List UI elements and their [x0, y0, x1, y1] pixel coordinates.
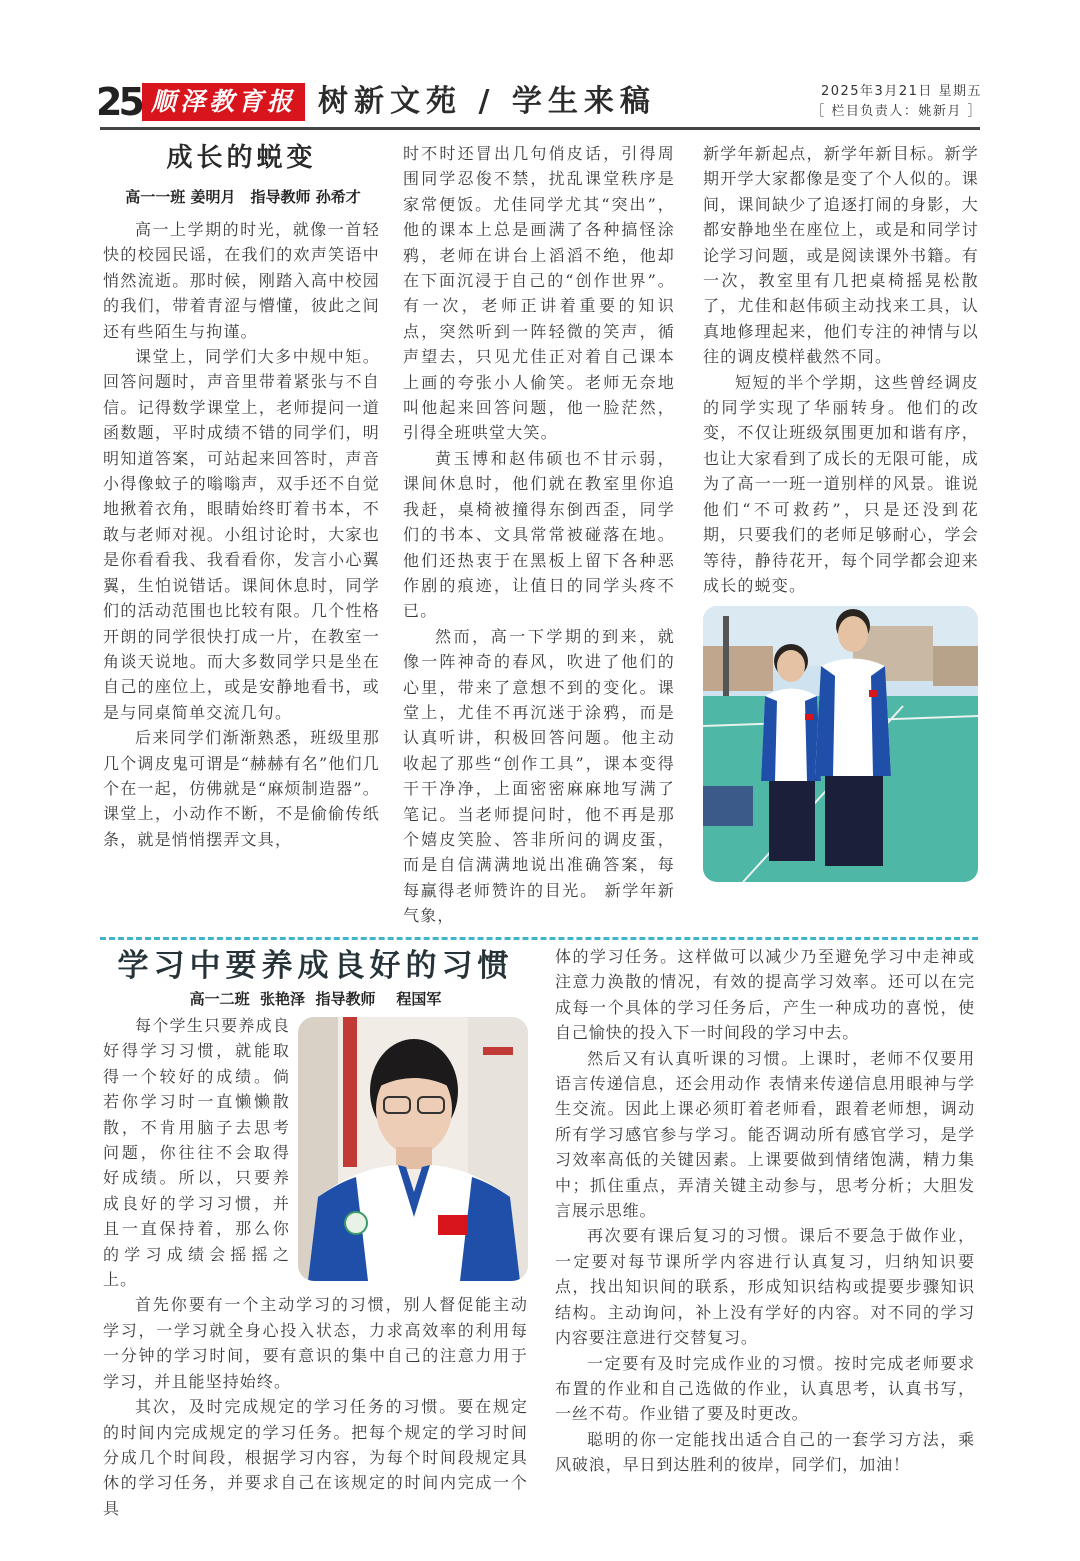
paragraph: 首先你要有一个主动学习的习惯，别人督促能主动学习，一学习就全身心投入状态，力求高效率的利用每一分钟的学习时间，要有意识的集中自己的注意力用于学习，并且能坚持始终。	[103, 1295, 528, 1391]
paragraph: 再次要有课后复习的习惯。课后不要急于做作业，一定要对每节课所学内容进行认真复习，归纳知识要点，找出知识间的联系，形成知识结构或提要步骤知识结构。主动询问，补上没有学好的内容。对不同的学习内容要注意进行交替复习。	[555, 1226, 975, 1348]
issue-info	[811, 82, 982, 122]
paragraph: 短短的半个学期，这些曾经调皮的同学实现了华丽转身。他们的改变，不仅让班级氛围更加和谐有序，也让大家看到了成长的无限可能，成为了高一一班一道别样的风景。谁说他们“不可救药”，只是还没到花期，只要我们的老师足够耐心，学会等待，静待花开，每个同学都会迎来成长的蜕变。	[703, 372, 979, 595]
paragraph: 高一上学期的时光，就像一首轻快的校园民谣，在我们的欢声笑语中悄然流逝。那时候，刚踏入高中校园的我们，带着青涩与懵懂，彼此之间还有些陌生与拘谨。	[103, 220, 380, 341]
article2-left-column	[103, 1013, 528, 1521]
paragraph: 一定要有及时完成作业的习惯。按时完成老师要求布置的作业和自己选做的作业，认真思考，认真书写，一丝不苟。作业错了要及时更改。	[555, 1353, 975, 1424]
header-rule	[100, 127, 980, 130]
article2-title: 学习中要养成良好的习惯	[117, 948, 514, 984]
article1-column-1	[103, 217, 380, 852]
paragraph: 然后又有认真听课的习惯。上课时，老师不仅要用语言传递信息，还会用动作 表情来传递信息用眼神与学生交流。因此上课必须盯着老师看，跟着老师想，调动所有学习感官参与学习。能否调动所有感官学习，是学习效率高低的关键因素。上课要做到情绪饱满，精力集中；抓住重点，弄清关键主动参与，思考分析；大胆发言展示思维。	[555, 1048, 975, 1221]
paragraph: 课堂上，同学们大多中规中矩。回答问题时，声音里带着紧张与不自信。记得数学课堂上，老师提问一道函数题，平时成绩不错的同学们，明明知道答案，可站起来回答时，声音小得像蚊子的嗡嗡声，双手还不自觉地揪着衣角，眼睛始终盯着书本，不敢与老师对视。小组讨论时，大家也是你看看我、我看看你，发言小心翼翼，生怕说错话。课间休息时，同学们的活动范围也比较有限。几个性格开朗的同学很快打成一片，在教室一角谈天说地。而大多数同学只是坐在自己的座位上，或是安静地看书，或是与同桌简单交流几句。	[103, 347, 380, 722]
paragraph: 每个学生只要养成良好得学习习惯，就能取得一个较好的成绩。倘若你学习时一直懒懒散散，不肯用脑子去思考问题，你往往不会取得好成绩。所以，只要养成良好的学习习惯，并且一直保持着，那么你的学习成绩会摇摇之上。	[103, 1016, 290, 1290]
article1-byline: 高一一班 姜明月 指导教师 孙希才	[125, 188, 361, 206]
article2-right-column	[555, 944, 975, 1478]
article2-byline: 高一二班 张艳泽 指导教师 程国军	[189, 990, 442, 1008]
article1-column-3	[703, 141, 979, 598]
paragraph: 聪明的你一定能找出适合自己的一套学习方法，乘风破浪，早日到达胜利的彼岸，同学们，加油！	[555, 1429, 975, 1475]
article1-title: 成长的蜕变	[166, 143, 317, 173]
paragraph: 后来同学们渐渐熟悉，班级里那几个调皮鬼可谓是“赫赫有名”他们几个在一起，仿佛就是“麻烦制造器”。课堂上，小动作不断，不是偷偷传纸条，就是悄悄摆弄文具，	[103, 728, 380, 849]
paragraph: 其次，及时完成规定的学习任务的习惯。要在规定的时间内完成规定的学习任务。把每个规定的学习时间分成几个时间段，根据学习内容，为每个时间段规定具休的学习任务，并要求自己在该规定的时间内完成一个具	[103, 1397, 528, 1518]
page-number: 25	[96, 80, 141, 124]
column-editor: ［ 栏目负责人：姚新月 ］	[811, 104, 982, 119]
students-photo	[703, 606, 978, 882]
section-title: 树新文苑 / 学生来稿	[318, 84, 656, 119]
paragraph: 时不时还冒出几句俏皮话，引得周围同学忍俊不禁，扰乱课堂秩序是家常便饭。尤佳同学尤其“突出”，他的课本上总是画满了各种搞怪涂鸦，老师在讲台上滔滔不绝，他却在下面沉浸于自己的“创作世界”。有一次，老师正讲着重要的知识点，突然听到一阵轻微的笑声，循声望去，只见尤佳正对着自己课本上画的夸张小人偷笑。老师无奈地叫他起来回答问题，他一脸茫然，引得全班哄堂大笑。	[403, 144, 675, 443]
issue-date: 2025年3月21日 星期五	[820, 84, 982, 99]
section-divider	[100, 937, 978, 940]
article1-column-2	[403, 141, 675, 929]
newspaper-logo: 顺泽教育报	[142, 83, 305, 121]
paragraph: 黄玉博和赵伟硕也不甘示弱，课间休息时，他们就在教室里你追我赶，桌椅被撞得东倒西歪，同学们的书本、文具常常被碰落在地。他们还热衷于在黑板上留下各种恶作剧的痕迹，让值日的同学头疼不已。	[403, 448, 675, 621]
paragraph: 新学年新起点，新学年新目标。新学期开学大家都像是变了个人似的。课间，课间缺少了追逐打闹的身影，大都安静地坐在座位上，或是和同学讨论学习问题，或是阅读课外书籍。有一次，教室里有几把桌椅摇晃松散了，尤佳和赵伟硕主动找来工具，认真地修理起来，他们专注的神情与以往的调皮模样截然不同。	[703, 144, 979, 367]
paragraph: 体的学习任务。这样做可以减少乃至避免学习中走神或注意力涣散的情况，有效的提高学习效率。还可以在完成每一个具体的学习任务后，产生一种成功的喜悦，使自己愉快的投入下一时间段的学习中去。	[555, 947, 975, 1043]
paragraph: 然而，高一下学期的到来，就像一阵神奇的春风，吹进了他们的心里，带来了意想不到的变化。课堂上，尤佳不再沉迷于涂鸦，而是认真听讲，积极回答问题。他主动收起了那些“创作工具”，课本变得干干净净，上面密密麻麻地写满了笔记。当老师提问时，他不再是那个嬉皮笑脸、答非所问的调皮蛋，而是自信满满地说出准确答案，每每赢得老师赞许的目光。 新学年新气象，	[403, 626, 675, 926]
student-portrait	[298, 1017, 528, 1281]
